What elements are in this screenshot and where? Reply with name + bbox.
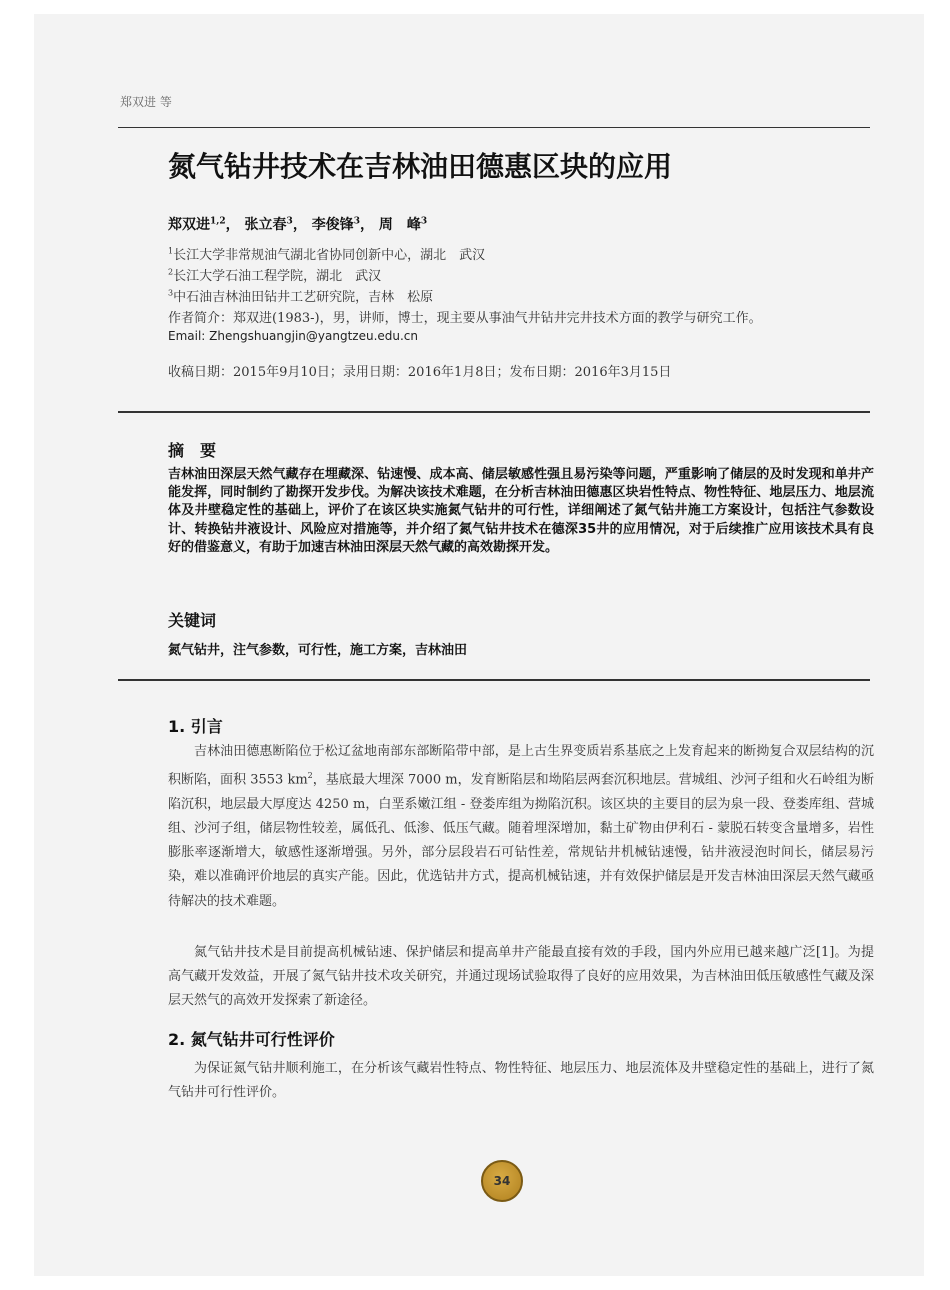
affiliation [168, 244, 485, 263]
keywords-text: 氮气钻井，注气参数，可行性，施工方案，吉林油田 [168, 643, 468, 658]
affiliation-text: 长江大学非常规油气湖北省协同创新中心，湖北 武汉 [173, 248, 486, 263]
section-2-paragraph-1: 为保证氮气钻井顺利施工，在分析该气藏岩性特点、物性特征、地层压力、地层流体及井壁稳定性的基础上，进行了氮气钻井可行性评价。 [168, 1061, 874, 1101]
affiliation-text: 中石油吉林油田钻井工艺研究院，吉林 松原 [173, 290, 434, 305]
author-separator: ， [292, 217, 307, 233]
affiliation-sup: 1 [168, 246, 174, 256]
affiliation-text: 长江大学石油工程学院，湖北 武汉 [173, 269, 382, 284]
running-head: 郑双进 等 [120, 95, 172, 109]
section-1-paragraph-1 [168, 740, 874, 914]
section-2-heading: 2. 氮气钻井可行性评价 [168, 1030, 335, 1049]
abstract-text: 吉林油田深层天然气藏存在埋藏深、钻速慢、成本高、储层敏感性强且易污染等问题，严重影响了储层的及时发现和单井产能发挥，同时制约了勘探开发步伐。为解决该技术难题，在分析吉林油田德惠区块岩性特点、物性特征、地层压力、地层流体及井壁稳定性的基础上，评价了在该区块实施氮气钻井的可行性，详细阐述了氮气钻井施工方案设计，包括注气参数设计、转换钻井液设计、风险应对措施等，并介绍了氮气钻井技术在德深35井的应用情况，对于后续推广应用该技术具有良好的借鉴意义，有助于加速吉林油田深层天然气藏的高效勘探开发。 [168, 467, 874, 555]
author-name: 李俊锋 [311, 217, 354, 233]
paragraph-text: ，基底最大埋深 7000 m，发育断陷层和坳陷层两套沉积地层。营城组、沙河子组和火石岭组为断陷沉积，地层最大厚度达 4250 m，白垩系嫩江组 - 登娄库组为拗陷沉积。该区块的主要目的层为泉一段、登娄库组、营城组、沙河子组，储层物性较差，属低孔、低渗、低压气藏。随着埋深增加，黏土矿物由伊利石 - 蒙脱石转变含量增多，岩性膨胀率逐渐增大，敏感性逐渐增强。另外，部分层段岩石可钻性差，常规钻井机械钻速慢，钻井液浸泡时间长，储层易污染，难以准确评价地层的真实产能。因此，优选钻井方式，提高机械钻速，并有效保护储层是开发吉林油田深层天然气藏亟待解决的技术难题。 [168, 772, 874, 909]
header-rule [118, 127, 870, 128]
affiliation-sup: 3 [168, 288, 174, 298]
abstract-heading: 摘 要 [168, 441, 217, 460]
author-affil-sup: 1,2 [210, 216, 226, 227]
keywords-heading: 关键词 [168, 611, 217, 630]
section-1-paragraph-2: 氮气钻井技术是目前提高机械钻速、保护储层和提高单井产能最直接有效的手段，国内外应用已越来越广泛[1]。为提高气藏开发效益，开展了氮气钻井技术攻关研究，并通过现场试验取得了良好的应用效果，为吉林油田低压敏感性气藏及深层天然气的高效开发探索了新途径。 [168, 945, 874, 1009]
author-email[interactable]: Email: Zhengshuangjin@yangtzeu.edu.cn [168, 329, 419, 343]
author-affil-sup: 3 [353, 216, 360, 227]
affiliation [168, 265, 381, 284]
abstract-top-rule [118, 411, 870, 413]
author-separator: ， [225, 217, 240, 233]
author-name: 郑双进 [168, 217, 210, 233]
author-bio: 作者简介：郑双进(1983-)，男，讲师，博士，现主要从事油气井钻井完井技术方面的教学与研究工作。 [168, 311, 762, 326]
article-title: 氮气钻井技术在吉林油田德惠区块的应用 [168, 150, 673, 183]
author-affil-sup: 3 [420, 216, 428, 227]
abstract-bottom-rule [118, 679, 870, 681]
affiliation [168, 286, 433, 305]
affiliation-sup: 2 [168, 267, 174, 277]
unit-superscript: 2 [307, 771, 313, 781]
publication-dates: 收稿日期：2015年9月10日；录用日期：2016年1月8日；发布日期：2016年3月15日 [168, 365, 672, 380]
author-name: 张立春 [244, 217, 287, 233]
author-name: 周 峰 [378, 217, 421, 233]
author-affil-sup: 3 [286, 216, 293, 227]
section-1-heading: 1. 引言 [168, 717, 223, 736]
author-separator: ， [359, 217, 374, 233]
page-number-badge: 34 [481, 1160, 523, 1202]
paragraph-text: 吉林油田德惠断陷位于松辽盆地南部东部断陷带中部，是上古生界变质岩系基底之上发育起来的断拗复合双层结构的沉积断陷，面积 3553 km [168, 744, 874, 788]
author-list [168, 214, 427, 234]
